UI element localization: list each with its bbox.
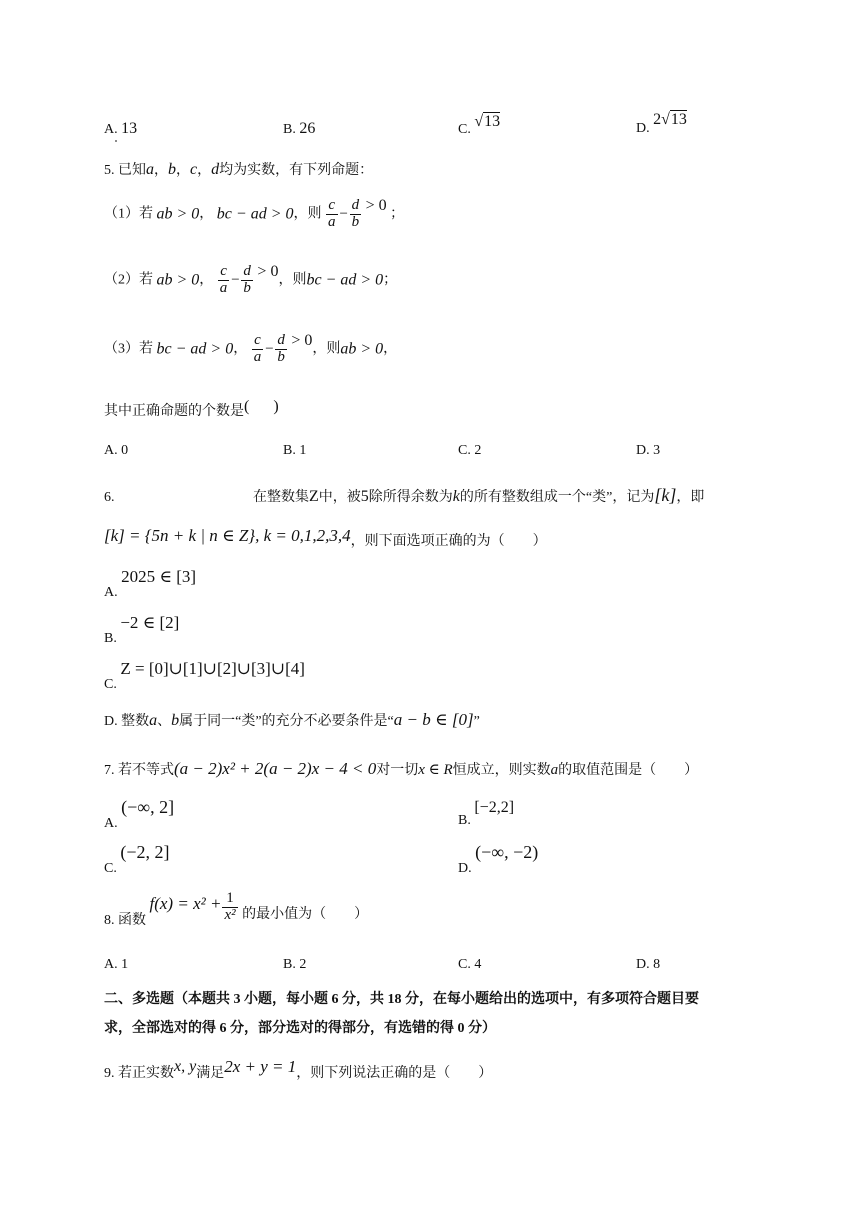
q6-option-d: D. 整数a、b属于同一“类”的充分不必要条件是“a − b ∈ [0]”	[104, 710, 480, 729]
q6-option-c: C. Z = [0]∪[1]∪[2]∪[3]∪[4]	[104, 659, 305, 692]
fraction-d-over-b: $\frac{d}{b}$	[243, 263, 251, 296]
q6-stem-line2: [k] = {5n + k | n ∈ Z}, k = 0,1,2,3,4，则下面选项正确的为（ ）	[104, 526, 547, 549]
fraction-d-over-b: $\frac{d}{b}$	[351, 197, 360, 230]
fraction-1-over-x2: $\frac{1}{\text{x²}}$	[224, 890, 236, 923]
q7-option-c: C. (−2, 2]	[104, 842, 170, 876]
q5-proposition-2: （2）若 ab > 0， $\frac{c}{a}$ − $\frac{d}{b}$ > 0，则bc − ad > 0；	[104, 263, 398, 296]
q4-option-a: A. 13	[104, 120, 138, 137]
q5-option-a: A. 0	[104, 443, 129, 458]
q7-stem: 7. 若不等式(a − 2)x² + 2(a − 2)x − 4 < 0对一切x ∈ R恒成立，则实数a的取值范围是（ ）	[104, 759, 699, 778]
q5-option-c: C. 2	[458, 443, 482, 458]
section2-heading-line2: 求，全部选对的得 6 分，部分选对的得部分，有选错的得 0 分）	[104, 1021, 496, 1036]
q7-option-a: A. (−∞, 2]	[104, 797, 175, 831]
sqrt-expression: √13	[661, 111, 687, 128]
q7-option-b: B. [−2,2]	[458, 799, 515, 828]
q8-option-d: D. 8	[636, 957, 661, 972]
q5-question: 其中正确命题的个数是( )	[104, 398, 279, 419]
sqrt-expression: √13	[474, 113, 501, 130]
fraction-d-over-b: $\frac{d}{b}$	[277, 332, 285, 365]
q8-stem: 8. 函数 f(x) = x² + $\frac{1}{\text{x²}}$ 的最小值为（ ）	[104, 890, 369, 929]
q4-option-c: C. √13	[458, 113, 501, 137]
q6-option-b: B. −2 ∈ [2]	[104, 613, 180, 646]
q5-option-d: D. 3	[636, 443, 661, 458]
q4-option-d: D. 2√13	[636, 111, 687, 136]
q5-stem: 5. 已知a，b，c，d均为实数，有下列命题：	[104, 161, 374, 178]
q5-proposition-3: （3）若 bc − ad > 0， $\frac{c}{a}$ − $\frac{d}{b}$ > 0，则ab > 0，	[104, 332, 398, 365]
q8-option-a: A. 1	[104, 957, 129, 972]
q6-option-a: A. 2025 ∈ [3]	[104, 567, 197, 600]
q9-stem: 9. 若正实数x, y满足2x + y = 1，则下列说法正确的是（ ）	[104, 1057, 493, 1081]
q6-stem-line1: 在整数集Z中，被5除所得余数为k的所有整数组成一个“类”，记为[k]，即	[253, 485, 705, 505]
q5-option-b: B. 1	[283, 443, 307, 458]
q8-option-c: C. 4	[458, 957, 482, 972]
q5-proposition-1: （1）若 ab > 0， bc − ad > 0，则 $\frac{c}{a}$ − $\frac{d}{b}$ > 0 ；	[104, 197, 405, 230]
q7-option-d: D. (−∞, −2)	[458, 842, 539, 876]
section2-heading-line1: 二、多选题（本题共 3 小题，每小题 6 分，共 18 分，在每小题给出的选项中，有多项符合题目要	[104, 992, 699, 1007]
q8-option-b: B. 2	[283, 957, 307, 972]
fraction-c-over-a: $\frac{c}{a}$	[219, 263, 228, 296]
q4-option-b: B. 26	[283, 120, 316, 137]
fraction-c-over-a: $\frac{c}{a}$	[328, 197, 336, 230]
q6-definition-formula: [k] = {5n + k | n ∈ Z}, k = 0,1,2,3,4	[104, 526, 351, 545]
fraction-c-over-a: $\frac{c}{a}$	[253, 332, 262, 365]
q6-number: 6.	[104, 490, 115, 505]
stray-mark	[115, 140, 117, 142]
